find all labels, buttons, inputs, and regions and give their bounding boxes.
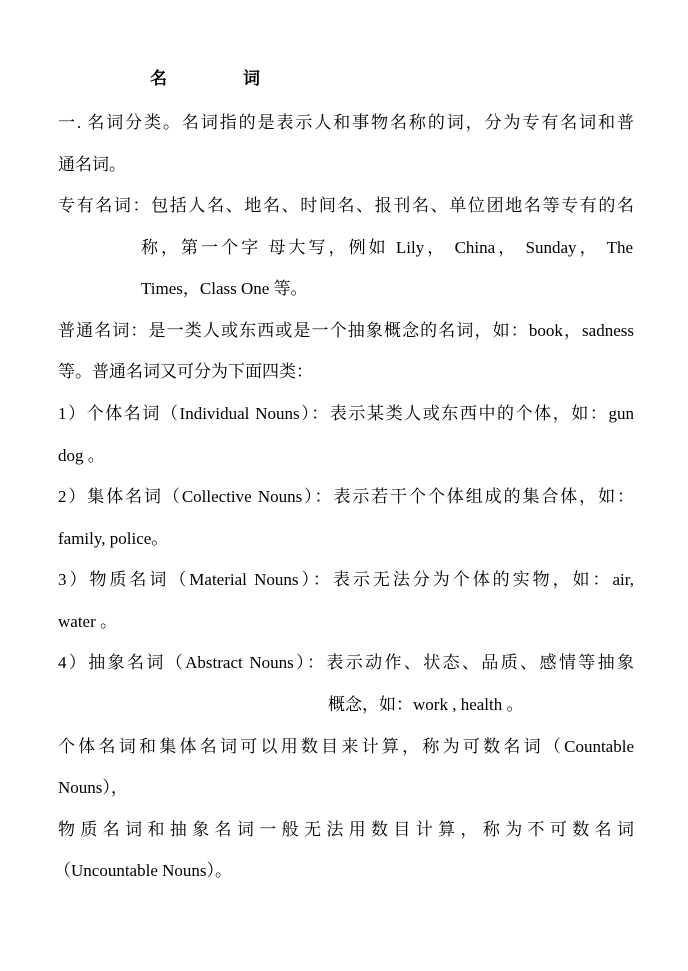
text-line: 物质名词和抽象名词一般无法用数目计算，称为不可数名词 (58, 820, 634, 839)
text-line: family, police。 (58, 529, 169, 548)
text-line: water 。 (58, 612, 118, 631)
text-line: 1）个体名词（Individual Nouns）：表示某类人或东西中的个体，如：gun (58, 404, 634, 423)
text-line: 通名词。 (58, 155, 126, 174)
text-line: 一. 名词分类。名词指的是表示人和事物名称的词，分为专有名词和普 (58, 113, 634, 132)
text-line: 普通名词：是一类人或东西或是一个抽象概念的名词，如：book，sadness (58, 321, 634, 340)
text-line: 专有名词：包括人名、地名、时间名、报刊名、单位团地名等专有的名 (58, 196, 634, 215)
title-char-2: 词 (243, 69, 260, 88)
text-line: 2）集体名词（Collective Nouns）：表示若干个个体组成的集合体，如： (58, 487, 634, 506)
text-line: 等。普通名词又可分为下面四类： (58, 362, 313, 381)
title-char-1: 名 (150, 69, 167, 88)
text-line: 个体名词和集体名词可以用数目来计算，称为可数名词（Countable (58, 737, 634, 756)
text-line: 概念，如：work , health 。 (328, 695, 524, 714)
text-line: Times，Class One 等。 (141, 279, 308, 298)
text-line: （Uncountable Nouns）。 (54, 861, 233, 880)
text-line: 称，第一个字 母大写，例如 Lily， China， Sunday， The (141, 238, 633, 257)
text-line: Nouns）， (58, 778, 128, 797)
text-line: dog 。 (58, 446, 105, 465)
text-line: 3）物质名词（Material Nouns）：表示无法分为个体的实物，如：air, (58, 570, 634, 589)
text-line: 4）抽象名词（Abstract Nouns）：表示动作、状态、品质、感情等抽象 (58, 653, 634, 672)
